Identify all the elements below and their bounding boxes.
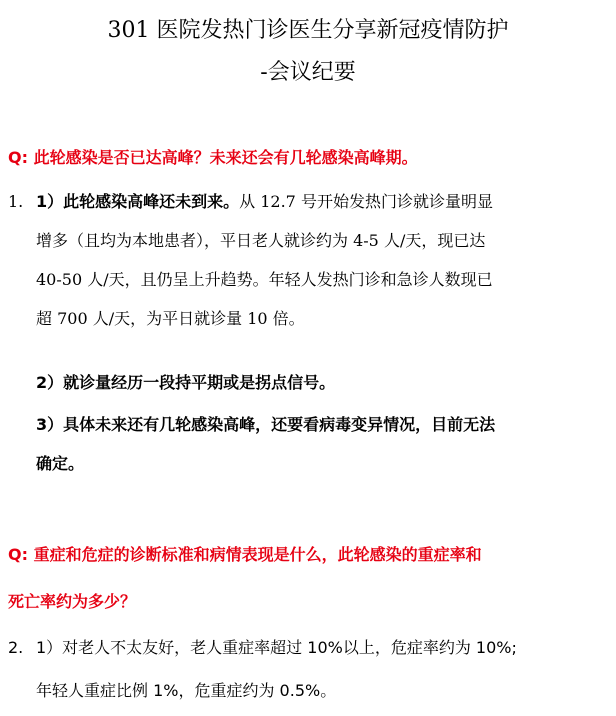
question-2-line-1: Q: 重症和危症的诊断标准和病情表现是什么，此轮感染的重症率和 [8, 545, 482, 564]
answer-1-lead: 1）此轮感染高峰还未到来。 [36, 192, 240, 211]
document-title: 301 医院发热门诊医生分享新冠疫情防护 [107, 18, 509, 43]
answer-1-line-1 [8, 190, 493, 214]
question-2-line-2: 死亡率约为多少？ [8, 592, 137, 611]
answer-2-number: 2. [8, 638, 24, 657]
answer-2-line-1 [8, 636, 517, 660]
answer-1-point-3: 3）具体未来还有几轮感染高峰，还要看病毒变异情况，目前无法 [36, 415, 496, 434]
question-1: Q: 此轮感染是否已达高峰？未来还会有几轮感染高峰期。 [8, 148, 418, 167]
answer-1-point-2: 2）就诊量经历一段持平期或是拐点信号。 [36, 373, 336, 392]
answer-1-line-4: 超 700 人/天，为平日就诊量 10 倍。 [36, 309, 305, 328]
answer-1-line-3: 40-50 人/天，且仍呈上升趋势。年轻人发热门诊和急诊人数现已 [36, 270, 493, 289]
answer-1-number: 1. [8, 192, 24, 211]
answer-2-line-2: 年轻人重症比例 1%，危重症约为 0.5%。 [36, 681, 337, 700]
answer-2-line-1-text: 1）对老人不太友好，老人重症率超过 10%以上，危症率约为 10%; [36, 638, 517, 657]
answer-1-point-3-cont: 确定。 [36, 454, 85, 473]
answer-1-line-2: 增多（且均为本地患者），平日老人就诊约为 4-5 人/天，现已达 [36, 231, 486, 250]
document-subtitle: -会议纪要 [260, 60, 356, 85]
answer-1-line-1-rest: 从 12.7 号开始发热门诊就诊量明显 [239, 192, 493, 211]
